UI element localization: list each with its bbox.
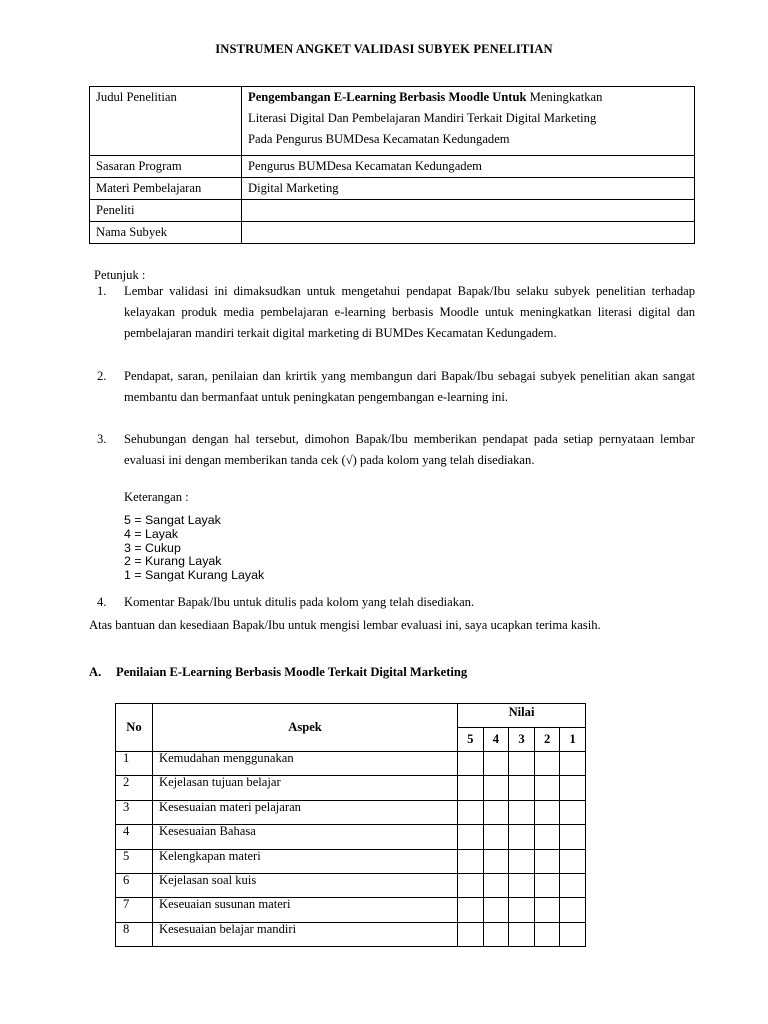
score-header: 1: [560, 728, 586, 752]
row-number: 3: [116, 800, 153, 824]
assessment-table: [115, 703, 586, 947]
score-cell[interactable]: [458, 825, 484, 849]
materi-label: Materi Pembelajaran: [90, 178, 242, 200]
peneliti-label: Peneliti: [90, 200, 242, 222]
score-cell[interactable]: [509, 752, 535, 776]
score-cell[interactable]: [509, 922, 535, 946]
instruction-text: Lembar validasi ini dimaksudkan untuk mengetahui pendapat Bapak/Ibu selaku subyek penelitian terhadap kelayakan produk media pembelajaran e-learning berbasis Moodle untuk meningkatkan literasi digital dan pembelajaran mandiri terkait digital marketing di BUMDes Kecamatan Kedungadem.: [124, 284, 695, 340]
keterangan-label: Keterangan :: [124, 490, 189, 504]
score-header: 5: [458, 728, 484, 752]
scale-item: 1 = Sangat Kurang Layak: [124, 568, 265, 583]
scale-item: 2 = Kurang Layak: [124, 554, 222, 569]
instruction-number: 3.: [97, 432, 107, 446]
section-heading: [89, 665, 467, 680]
table-row: [116, 776, 586, 800]
score-cell[interactable]: [483, 776, 509, 800]
table-row: [116, 825, 586, 849]
col-nilai-header: Nilai: [458, 704, 586, 728]
sasaran-label: Sasaran Program: [90, 156, 242, 178]
instruction-number: 4.: [97, 595, 107, 609]
score-cell[interactable]: [458, 800, 484, 824]
row-number: 6: [116, 873, 153, 897]
score-cell[interactable]: [483, 849, 509, 873]
row-aspek: Kelengkapan materi: [153, 849, 458, 873]
row-aspek: Kejelasan tujuan belajar: [153, 776, 458, 800]
scale-item: 5 = Sangat Layak: [124, 513, 221, 527]
table-row: [116, 873, 586, 897]
score-cell[interactable]: [483, 873, 509, 897]
row-number: 1: [116, 752, 153, 776]
score-cell[interactable]: [534, 873, 560, 897]
score-cell[interactable]: [509, 776, 535, 800]
instruction-text: Pendapat, saran, penilaian dan krirtik yang membangun dari Bapak/Ibu sebagai subyek penelitian akan sangat membantu dan bermanfaat untuk peningkatan pengembangan e-learning ini.: [124, 369, 695, 404]
section-letter: A.: [89, 665, 102, 679]
subyek-label: Nama Subyek: [90, 222, 242, 244]
score-cell[interactable]: [509, 873, 535, 897]
score-cell[interactable]: [458, 849, 484, 873]
instruction-item: [97, 592, 695, 613]
row-aspek: Kemudahan menggunakan: [153, 752, 458, 776]
score-cell[interactable]: [534, 849, 560, 873]
col-aspek-header: Aspek: [153, 704, 458, 752]
score-header: 2: [534, 728, 560, 752]
score-cell[interactable]: [560, 922, 586, 946]
score-cell[interactable]: [483, 825, 509, 849]
sasaran-value: Pengurus BUMDesa Kecamatan Kedungadem: [242, 156, 695, 178]
rating-scale-legend: [124, 514, 264, 583]
score-cell[interactable]: [458, 922, 484, 946]
table-row: [116, 752, 586, 776]
judul-line-2: Literasi Digital Dan Pembelajaran Mandiri Terkait Digital Marketing: [248, 111, 597, 125]
row-number: 4: [116, 825, 153, 849]
peneliti-value: [242, 200, 695, 222]
score-cell[interactable]: [534, 922, 560, 946]
instruction-item: [97, 366, 695, 408]
row-number: 8: [116, 922, 153, 946]
page-title: INSTRUMEN ANGKET VALIDASI SUBYEK PENELITIAN: [215, 42, 553, 56]
score-cell[interactable]: [534, 825, 560, 849]
score-cell[interactable]: [483, 898, 509, 922]
instruction-text: Sehubungan dengan hal tersebut, dimohon Bapak/Ibu memberikan pendapat pada setiap pernyataan lembar evaluasi ini dengan memberikan tanda cek (√) pada kolom yang telah disediakan.: [124, 432, 695, 467]
score-cell[interactable]: [509, 849, 535, 873]
score-cell[interactable]: [483, 800, 509, 824]
score-cell[interactable]: [560, 752, 586, 776]
judul-line-3: Pada Pengurus BUMDesa Kecamatan Kedungadem: [248, 132, 510, 146]
col-no-header: No: [116, 704, 153, 752]
score-cell[interactable]: [458, 873, 484, 897]
score-cell[interactable]: [560, 898, 586, 922]
score-header: 3: [509, 728, 535, 752]
score-cell[interactable]: [509, 898, 535, 922]
score-cell[interactable]: [509, 825, 535, 849]
table-row: [116, 898, 586, 922]
row-number: 7: [116, 898, 153, 922]
row-aspek: Kesesuaian Bahasa: [153, 825, 458, 849]
judul-value: [242, 87, 695, 156]
judul-rest: Meningkatkan: [526, 90, 603, 104]
subyek-value: [242, 222, 695, 244]
instruction-item: [97, 429, 695, 471]
section-title: Penilaian E-Learning Berbasis Moodle Terkait Digital Marketing: [116, 665, 468, 679]
research-info-table: [89, 86, 695, 244]
score-cell[interactable]: [534, 776, 560, 800]
materi-value: Digital Marketing: [242, 178, 695, 200]
score-header: 4: [483, 728, 509, 752]
score-cell[interactable]: [458, 776, 484, 800]
petunjuk-label: Petunjuk :: [94, 268, 146, 282]
score-cell[interactable]: [483, 922, 509, 946]
judul-label: Judul Penelitian: [90, 87, 242, 156]
score-cell[interactable]: [560, 800, 586, 824]
instruction-item: [97, 281, 695, 344]
table-row: [116, 849, 586, 873]
score-cell[interactable]: [458, 752, 484, 776]
score-cell[interactable]: [458, 898, 484, 922]
row-aspek: Kesesuaian belajar mandiri: [153, 922, 458, 946]
table-row: [116, 800, 586, 824]
row-aspek: Keseuaian susunan materi: [153, 898, 458, 922]
instruction-number: 2.: [97, 369, 107, 383]
closing-text: Atas bantuan dan kesediaan Bapak/Ibu untuk mengisi lembar evaluasi ini, saya ucapkan terima kasih.: [89, 618, 601, 632]
row-aspek: Kesesuaian materi pelajaran: [153, 800, 458, 824]
scale-item: 4 = Layak: [124, 526, 179, 541]
scale-item: 3 = Cukup: [124, 540, 181, 555]
score-cell[interactable]: [534, 752, 560, 776]
judul-bold: Pengembangan E-Learning Berbasis Moodle Untuk: [248, 90, 527, 104]
score-cell[interactable]: [534, 898, 560, 922]
table-row: [116, 922, 586, 946]
score-cell[interactable]: [534, 800, 560, 824]
score-cell[interactable]: [560, 849, 586, 873]
score-cell[interactable]: [560, 776, 586, 800]
row-aspek: Kejelasan soal kuis: [153, 873, 458, 897]
score-cell[interactable]: [509, 800, 535, 824]
row-number: 2: [116, 776, 153, 800]
instruction-text: Komentar Bapak/Ibu untuk ditulis pada kolom yang telah disediakan.: [124, 595, 475, 609]
instruction-number: 1.: [97, 284, 107, 298]
row-number: 5: [116, 849, 153, 873]
score-cell[interactable]: [560, 825, 586, 849]
score-cell[interactable]: [560, 873, 586, 897]
score-cell[interactable]: [483, 752, 509, 776]
